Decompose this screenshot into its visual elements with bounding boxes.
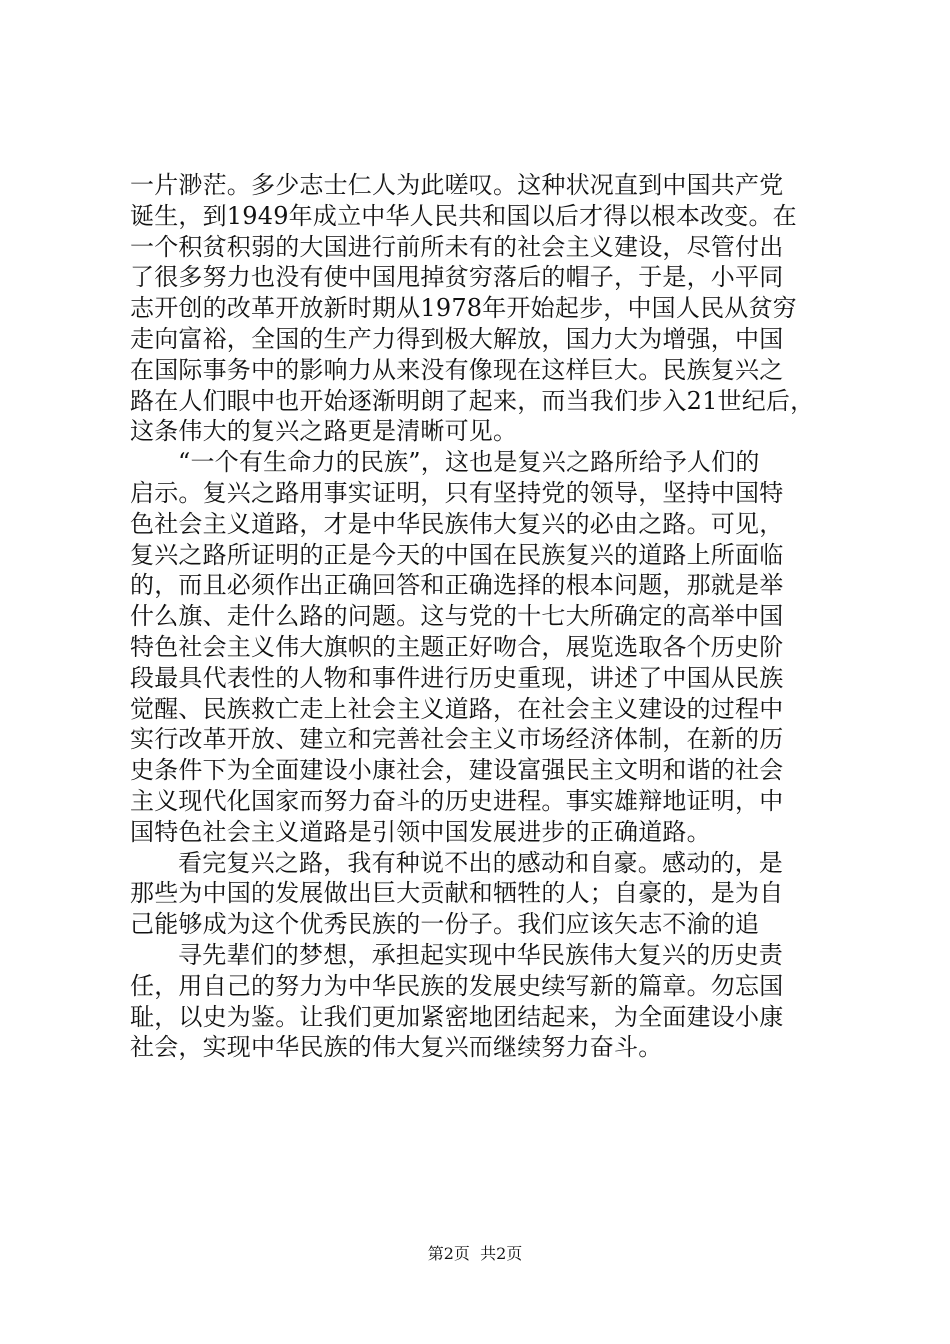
text-line: 觉醒、民族救亡走上社会主义道路，在社会主义建设的过程中: [130, 694, 784, 723]
text-line: 什么旗、走什么路的问题。这与党的十七大所确定的高举中国: [130, 602, 784, 631]
page-number-footer: 第2页 共2页: [427, 1244, 523, 1263]
text-line: 己能够成为这个优秀民族的一份子。我们应该矢志不渝的追: [130, 910, 760, 939]
document-body: [130, 170, 830, 1063]
text-line: 一片渺茫。多少志士仁人为此嗟叹。这种状况直到中国共产党: [130, 171, 784, 199]
text-line: “一个有生命力的民族”，这也是复兴之路所给予人们的: [178, 448, 760, 477]
text-line: 主义现代化国家而努力奋斗的历史进程。事实雄辩地证明，中: [130, 786, 784, 815]
text-line: 实行改革开放、建立和完善社会主义市场经济体制，在新的历: [130, 725, 784, 754]
text-line: 路在人们眼中也开始逐渐明朗了起来，而当我们步入21世纪后，: [130, 386, 815, 415]
text-line: 这条伟大的复兴之路更是清晰可见。: [130, 417, 518, 446]
text-line: 社会，实现中华民族的伟大复兴而继续努力奋斗。: [130, 1033, 663, 1062]
text-line: 耻，以史为鉴。让我们更加紧密地团结起来，为全面建设小康: [130, 1002, 784, 1031]
text-line: 那些为中国的发展做出巨大贡献和牺牲的人；自豪的，是为自: [130, 879, 784, 908]
text-line: 史条件下为全面建设小康社会，建设富强民主文明和谐的社会: [130, 756, 784, 785]
text-line: 志开创的改革开放新时期从1978年开始起步，中国人民从贫穷: [130, 294, 797, 323]
text-line: 国特色社会主义道路是引领中国发展进步的正确道路。: [130, 817, 711, 846]
text-line: 看完复兴之路，我有种说不出的感动和自豪。感动的，是: [178, 848, 783, 877]
text-line: 复兴之路所证明的正是今天的中国在民族复兴的道路上所面临: [130, 540, 784, 569]
text-line: 诞生，到1949年成立中华人民共和国以后才得以根本改变。在: [130, 201, 797, 230]
text-line: 段最具代表性的人物和事件进行历史重现，讲述了中国从民族: [130, 663, 784, 692]
text-line: 在国际事务中的影响力从来没有像现在这样巨大。民族复兴之: [130, 355, 784, 384]
text-line: 色社会主义道路，才是中华民族伟大复兴的必由之路。可见，: [130, 509, 784, 538]
text-line: 寻先辈们的梦想，承担起实现中华民族伟大复兴的历史责: [178, 940, 783, 969]
text-line: 启示。复兴之路用事实证明，只有坚持党的领导，坚持中国特: [130, 478, 784, 507]
text-line: 一个积贫积弱的大国进行前所未有的社会主义建设，尽管付出: [130, 232, 784, 261]
text-line: 任，用自己的努力为中华民族的发展史续写新的篇章。勿忘国: [130, 971, 784, 1000]
text-line: 走向富裕，全国的生产力得到极大解放，国力大为增强，中国: [130, 324, 784, 353]
text-line: 了很多努力也没有使中国甩掉贫穷落后的帽子，于是，小平同: [130, 263, 784, 292]
text-line: 的，而且必须作出正确回答和正确选择的根本问题，那就是举: [130, 571, 784, 600]
text-line: 特色社会主义伟大旗帜的主题正好吻合，展览选取各个历史阶: [130, 632, 784, 661]
